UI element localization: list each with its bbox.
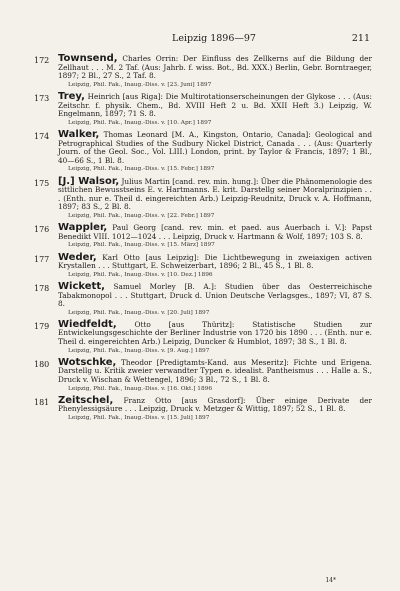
entry-body: Otto [aus Thüritz]: Statistische Studien zur Entwickelungsgeschichte der Berliner Industrie von 1720 bis 1890 . . . (Enth. nur e. Theil d. eingereichten Arb.) Leipzig, Duncker & Humblot, 1897; 38 S., 1 Bl. 8. (58, 319, 372, 347)
author-name: Trey, (58, 90, 85, 102)
author-name: Weder, (58, 251, 97, 263)
dissertation-note: Leipzig, Phil. Fak., Inaug.-Diss. v. [10. Dez.] 1896 (68, 271, 213, 278)
entry-body: Theodor [Predigtamts-Kand. aus Meseritz]: Fichte und Erigena. Darstellg u. Kritik zweier verwandter Typen e. idealist. Pantheismus . . . Halle a. S., Druck v. Wischan & Wettengel, 1896; 3 Bl., 72 S., 1 Bl. 8. (58, 357, 372, 385)
list-item (34, 55, 372, 89)
list-item (34, 128, 372, 174)
list-item (34, 280, 372, 317)
entry-list (34, 55, 372, 426)
dissertation-note: Leipzig, Phil. Fak., Inaug.-Diss. v. [15. Febr.] 1897 (68, 166, 215, 173)
entry-body: Franz Otto [aus Grasdorf]: Über einige Derivate der Phenylessigsäure . . . Leipzig, Druck v. Metzger & Wittig, 1897; 52 S., 1 Bl. 8. (58, 395, 372, 414)
entry-number: 177 (34, 254, 50, 264)
entry-text (58, 55, 372, 81)
entry-body: Thomas Leonard [M. A., Kingston, Ontario, Canada]: Geological and Petrographical Studies of the Sudbury Nickel District, Canada . . . (Aus: Quarterly Journ. of the Geol. Soc., Vol. LIII.) London, print. by Taylor & Francis, 1897; 1 Bl., 40—66 S., 1 Bl. 8. (58, 129, 372, 165)
entry-text (58, 318, 372, 347)
entry-number: 173 (34, 93, 50, 103)
entry-body: Julius Martin [cand. rev. min. hung.]: Über die Phänomenologie des sittlichen Bewusstseins E. v. Hartmanns. E. krit. Darstellg seiner Moralprinzipien . . . (Enth. nur e. Theil d. eingereichten Arb.) Leipzig-Reudnitz, Druck v. A. Hoffmann, 1897; 83 S., 2 Bl. 8. (58, 176, 372, 212)
signature-mark: 14* (325, 577, 336, 584)
page-header (58, 33, 370, 47)
dissertation-note: Leipzig, Phil. Fak., Inaug.-Diss. v. [15. März] 1897 (68, 242, 215, 249)
entry-body: Charles Orrin: Der Einfluss des Zellkerns auf die Bildung der Zellhaut . . . M. 2 Taf. (Aus: Jahrb. f. wiss. Bot., Bd. XXX.) Berlin, Gebr. Borntraeger, 1897; 2 Bl., 27 S., 2 Taf. 8. (58, 54, 372, 81)
entry-text (58, 280, 372, 309)
entry-body: Heinrich [aus Riga]: Die Multirotationserscheinungen der Glykose . . . (Aus: Zeitschr. f. physik. Chem., Bd. XVIII Heft 2 u. Bd. XXII Heft 3.) Leipzig, W. Engelmann, 1897; 71 S. 8. (58, 91, 372, 119)
author-name: Wotschke, (58, 356, 117, 368)
entry-text (58, 175, 372, 212)
dissertation-note: Leipzig, Phil. Fak., Inaug.-Diss. v. [9. Aug.] 1897 (68, 347, 210, 354)
entry-text (58, 90, 372, 119)
entry-number: 180 (34, 359, 50, 369)
author-name: Townsend, (58, 53, 118, 64)
dissertation-note: Leipzig, Phil. Fak., Inaug.-Diss. v. [23. Juni] 1897 (68, 81, 212, 88)
entry-number: 181 (34, 397, 50, 407)
author-name: Walker, (58, 128, 100, 140)
list-item (34, 394, 372, 422)
list-item (34, 175, 372, 221)
dissertation-note: Leipzig, Phil. Fak., Inaug.-Diss. v. [22. Febr.] 1897 (68, 212, 215, 219)
entry-body: Paul Georg [cand. rev. min. et paed. aus Auerbach i. V.]: Papst Benedikt VIII. 1012—1024 . . . Leipzig, Druck v. Hartmann & Wolf, 1897; 103 S. 8. (58, 223, 372, 241)
author-name: Wappler, (58, 222, 108, 234)
list-item (34, 318, 372, 355)
author-name: Wiedfeldt, (58, 318, 117, 330)
entry-body: Samuel Morley [B. A.]: Studien über das Oesterreichische Tabakmonopol . . . Stuttgart, Druck d. Union Deutsche Verlagsges., 1897; VI, 87 S. 8. (58, 281, 372, 309)
entry-text (58, 251, 372, 271)
dissertation-note: Leipzig, Phil. Fak., Inaug.-Diss. v. [10. Apr.] 1897 (68, 119, 212, 126)
entry-number: 175 (34, 178, 50, 188)
entry-text (58, 394, 372, 414)
entry-number: 179 (34, 321, 50, 331)
entry-number: 176 (34, 225, 50, 235)
author-name: Zeitschel, (58, 394, 114, 406)
entry-body: Karl Otto [aus Leipzig]: Die Lichtbewegung in zweiaxigen activen Krystallen . . . Stuttgart, E. Schweizerbart, 1896; 2 Bl., 45 S., 1 Bl. 8. (58, 252, 372, 271)
dissertation-note: Leipzig, Phil. Fak., Inaug.-Diss. v. [20. Juli] 1897 (68, 309, 210, 316)
author-name: [J.] Walsor, (58, 175, 120, 187)
running-title: Leipzig 1896—97 (172, 33, 256, 44)
list-item (34, 224, 372, 249)
entry-text (58, 356, 372, 385)
dissertation-note: Leipzig, Phil. Fak., Inaug.-Diss. v. [16. Okt.] 1896 (68, 385, 213, 392)
entry-number: 174 (34, 131, 50, 141)
list-item (34, 251, 372, 279)
author-name: Wickett, (58, 280, 105, 292)
list-item (34, 90, 372, 127)
dissertation-note: Leipzig, Phil. Fak., Inaug.-Diss. v. [15. Juli] 1897 (68, 415, 210, 422)
entry-text (58, 224, 372, 241)
entry-number: 178 (34, 283, 50, 293)
entry-text (58, 128, 372, 165)
list-item (34, 356, 372, 393)
entry-number: 172 (34, 56, 50, 65)
page-number: 211 (351, 33, 370, 44)
